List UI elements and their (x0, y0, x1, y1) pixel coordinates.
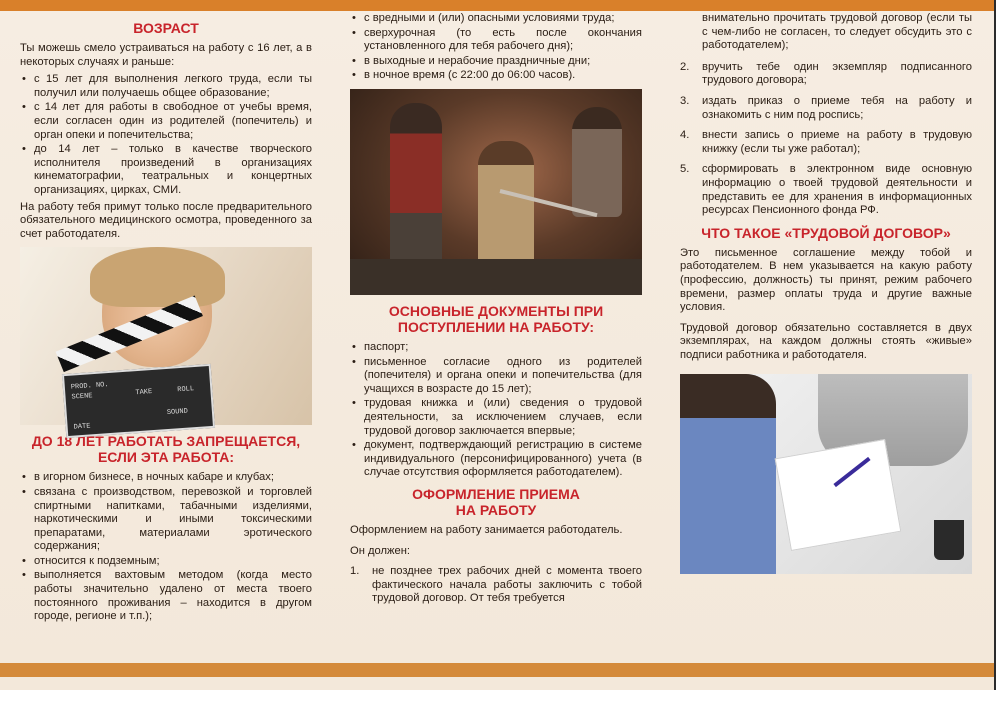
list-item: • относится к подземным; (20, 555, 312, 569)
step-number: 5. (680, 163, 690, 176)
step-number: 4. (680, 129, 690, 142)
forbidden-list (20, 471, 312, 624)
list-item: • трудовая книжка и (или) сведения о трудовой деятельности, за исключением случаев, если трудовой договор заключается впервые; (350, 397, 642, 438)
child-hair (90, 247, 225, 307)
clapper-label: DATE (73, 422, 91, 432)
clapper-label: PROD. NO. (70, 381, 109, 392)
top-orange-bar (0, 0, 994, 11)
list-item: • письменное согласие одного из родителей (попечителя) и органа опеки и попечительства (для учащихся в возрасте до 15 лет); (350, 356, 642, 397)
list-item: • с 14 лет для работы в свободное от учебы время, если согласен один из родителей (попечитель) и орган опеки и попечительства; (20, 101, 312, 142)
bottom-orange-bar (0, 663, 994, 677)
list-item: • документ, подтверждающий регистрацию в системе индивидуального (персонифицированного) учета (в случае отсутствия оформляется работодателем). (350, 439, 642, 480)
step1-continued: внимательно прочитать трудовой договор (если ты с чем-либо не согласен, то следует обсудить это с работодателем); (702, 12, 972, 52)
hiring-steps-continued (680, 61, 972, 218)
step-number: 1. (350, 565, 360, 578)
list-item: • до 14 лет – только в качестве творческого исполнителя произведений в организациях кинематографии, театральных и концертных организациях, цирках, СМИ. (20, 143, 312, 197)
list-item (680, 163, 972, 217)
clapper-label: ROLL (177, 385, 195, 395)
list-item: • выполняется вахтовым методом (когда место работы значительно удалено от места твоего постоянного проживания – находится в другом городе, регионе и т.п.); (20, 569, 312, 623)
list-item: • паспорт; (350, 341, 642, 355)
person-left (680, 374, 776, 574)
hiring-duty-lead: Он должен: (350, 544, 411, 557)
step-number: 2. (680, 60, 690, 73)
list-item (680, 95, 972, 122)
age-list (20, 73, 312, 197)
forbidden-list-continued (350, 12, 642, 83)
documents-heading: ОСНОВНЫЕ ДОКУМЕНТЫ ПРИ ПОСТУПЛЕНИИ НА РАБОТУ: (388, 302, 604, 335)
hiring-intro: Оформлением на работу занимается работодатель. (350, 523, 623, 536)
age-heading: ВОЗРАСТ (133, 20, 199, 36)
step-number: 3. (680, 94, 690, 107)
clapperboard (62, 364, 215, 438)
contract-definition: Это письменное соглашение между тобой и работодателем. В нем указывается на какую работу (профессию, должность) ты принят, режим рабочего времени, размер оплаты труда и другие важные условия. (680, 246, 972, 314)
list-item: • в ночное время (с 22:00 до 06:00 часов). (350, 69, 642, 83)
list-item: • сверхурочная (то есть после окончания установленного для тебя рабочего дня); (350, 27, 642, 54)
worker-right (572, 107, 622, 217)
list-item: • связана с производством, перевозкой и торговлей спиртными напитками, табачными изделиями, наркотическими и иными токсическими препаратами, материалами эротического содержания; (20, 486, 312, 554)
workshop-children-photo (350, 89, 642, 295)
list-item (680, 129, 972, 156)
step-text: сформировать в электронном виде основную информацию о твоей трудовой деятельности и представить ее для хранения в информационных ресурсах Пенсионного фонда РФ. (702, 163, 972, 217)
column-middle (350, 12, 642, 613)
column-right (680, 12, 972, 582)
contract-signing-photo (680, 374, 972, 574)
clapper-label: TAKE (135, 388, 153, 398)
list-item: • в выходные и нерабочие праздничные дни; (350, 55, 642, 69)
step-text: внести запись о приеме на работу в трудовую книжку (если ты уже работал); (702, 129, 972, 155)
list-item (350, 565, 642, 606)
forbidden-heading: ДО 18 ЛЕТ РАБОТАТЬ ЗАПРЕЩАЕТСЯ, ЕСЛИ ЭТА РАБОТА: (31, 433, 301, 466)
documents-list (350, 341, 642, 480)
contract-heading: ЧТО ТАКОЕ «ТРУДОВОЙ ДОГОВОР» (701, 224, 951, 241)
step-text: издать приказ о приеме тебя на работу и ознакомить с ним под роспись; (702, 94, 972, 121)
clapper-label: SOUND (166, 407, 189, 418)
contract-copies: Трудовой договор обязательно составляется в двух экземплярах, на каждом должны стоять «живые» подписи работника и работодателя. (680, 321, 972, 361)
list-item (680, 61, 972, 88)
step-text: вручить тебе один экземпляр подписанного трудового договора; (702, 60, 972, 87)
coffee-cup (934, 520, 964, 560)
list-item: • с 15 лет для выполнения легкого труда, если ты получил или получаешь общее образование; (20, 73, 312, 100)
right-edge-line (994, 0, 996, 690)
hiring-heading: ОФОРМЛЕНИЕ ПРИЕМА НА РАБОТУ (412, 485, 580, 518)
clapper-label: SCENE (71, 392, 93, 402)
column-left (20, 16, 312, 627)
age-intro: Ты можешь смело устраиваться на работу с 16 лет, а в некоторых случаях и раньше: (20, 42, 312, 68)
step-text: не позднее трех рабочих дней с момента твоего фактического начала работы заключить с тобой трудовой договор. От тебя требуется (372, 565, 642, 605)
clapperboard-photo (20, 247, 312, 432)
list-item: • в игорном бизнесе, в ночных кабаре и клубах; (20, 471, 312, 485)
age-outro: На работу тебя примут только после предварительного обязательного медицинского осмотра, проведенного за счет работодателя. (20, 200, 312, 240)
workshop-floor (350, 259, 642, 295)
hiring-steps (350, 565, 642, 606)
list-item: • с вредными и (или) опасными условиями труда; (350, 12, 642, 26)
contract-paper (775, 439, 902, 551)
